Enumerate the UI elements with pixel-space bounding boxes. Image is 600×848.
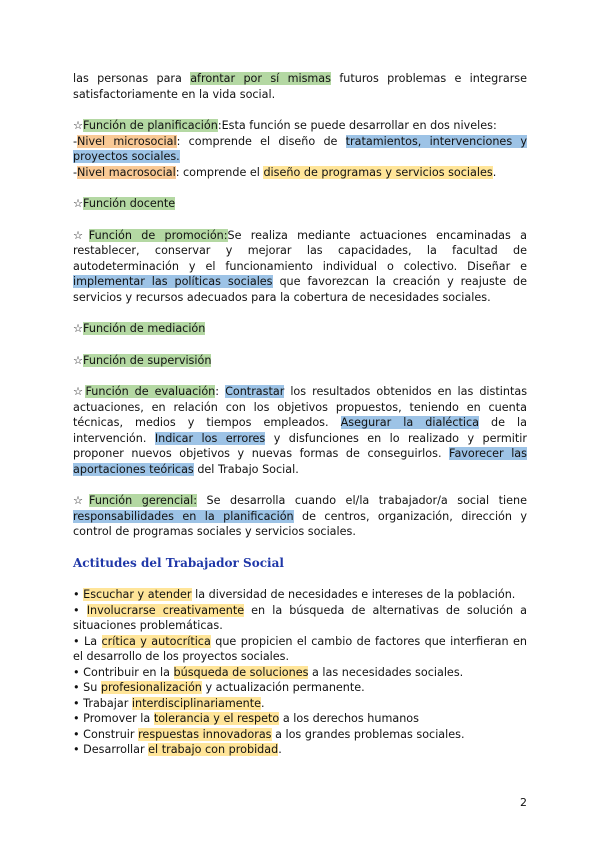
star-icon: ☆: [73, 353, 84, 367]
planificacion-paragraph: ☆Función de planificación:Esta función se puede desarrollar en dos niveles:: [73, 119, 497, 132]
star-icon: ☆: [73, 197, 84, 210]
star-icon: ☆: [73, 494, 89, 507]
list-item: • Trabajar interdisciplinariamente.: [73, 696, 265, 710]
list-item: • Promover la tolerancia y el respeto a los derechos humanos: [73, 712, 419, 725]
actitudes-list: [73, 587, 527, 758]
document-page: [73, 71, 527, 758]
list-item: • Contribuir en la búsqueda de soluciones a las necesidades sociales.: [73, 665, 464, 679]
section-title: Función de mediación: [83, 322, 206, 335]
star-icon: ☆: [73, 119, 84, 132]
list-item: • Involucrarse creativamente en la búsqueda de alternativas de solución a situaciones problemáticas.: [73, 603, 527, 632]
section-title: Función gerencial:: [89, 494, 198, 507]
star-icon: ☆: [73, 228, 89, 242]
list-item: • Escuchar y atender la diversidad de necesidades e intereses de la población.: [73, 588, 516, 601]
evaluacion-paragraph: ☆Función de evaluación: Contrastar los resultados obtenidos en las distintas actuaciones, en relación con los objetivos propuestos, teniendo en cuenta técnicas, medios y tiempos empleados. Asegurar la dialéctica de la intervención. Indicar los errores y disfunciones en lo realizado y permitir proponer nuevos objetivos y nuevas formas de conseguirlos. Favorecer las aportaciones teóricas del Trabajo Social.: [73, 385, 528, 476]
mediacion-paragraph: [73, 321, 527, 337]
promocion-paragraph: ☆Función de promoción:Se realiza mediante actuaciones encaminadas a restablecer, conservar y mejorar las capacidades, la facultad de autodeterminación y el funcionamiento individual o colectivo. Diseñar e implementar las políticas sociales que favorezcan la creación y reajuste de servicios y recursos adecuados para la cobertura de necesidades sociales.: [73, 228, 528, 304]
nivel-micro: -Nivel microsocial: comprende el diseño de tratamientos, intervenciones y proyectos sociales.: [73, 134, 527, 163]
star-icon: ☆: [73, 322, 84, 335]
actitudes-heading: Actitudes del Trabajador Social: [73, 555, 284, 570]
star-icon: ☆: [73, 385, 86, 398]
intro-paragraph: las personas para afrontar por sí mismas futuros problemas e integrarse satisfactoriamente en la vida social.: [73, 72, 528, 101]
section-title: Función de supervisión: [83, 353, 212, 367]
section-title: Función de planificación: [83, 119, 218, 132]
section-title: Función de promoción:: [88, 228, 228, 242]
list-item: • Su profesionalización y actualización permanente.: [73, 681, 365, 694]
list-item: • La crítica y autocrítica que propicien el cambio de factores que interfieran en el desarrollo de los proyectos sociales.: [73, 634, 528, 663]
list-item: • Construir respuestas innovadoras a los grandes problemas sociales.: [73, 727, 465, 741]
page-number: 2: [520, 795, 527, 809]
supervision-paragraph: [73, 353, 527, 369]
section-title: Función docente: [83, 197, 176, 210]
gerencial-paragraph: ☆Función gerencial: Se desarrolla cuando el/la trabajador/a social tiene responsabilidades en la planificación de centros, organización, dirección y control de programas sociales y servicios sociales.: [73, 494, 528, 538]
list-item: • Desarrollar el trabajo con probidad.: [73, 743, 282, 756]
nivel-macro: -Nivel macrosocial: comprende el diseño de programas y servicios sociales.: [73, 165, 497, 179]
highlight: afrontar por sí mismas: [190, 72, 331, 85]
section-title: Función de evaluación: [85, 385, 216, 398]
docente-paragraph: [73, 196, 527, 212]
